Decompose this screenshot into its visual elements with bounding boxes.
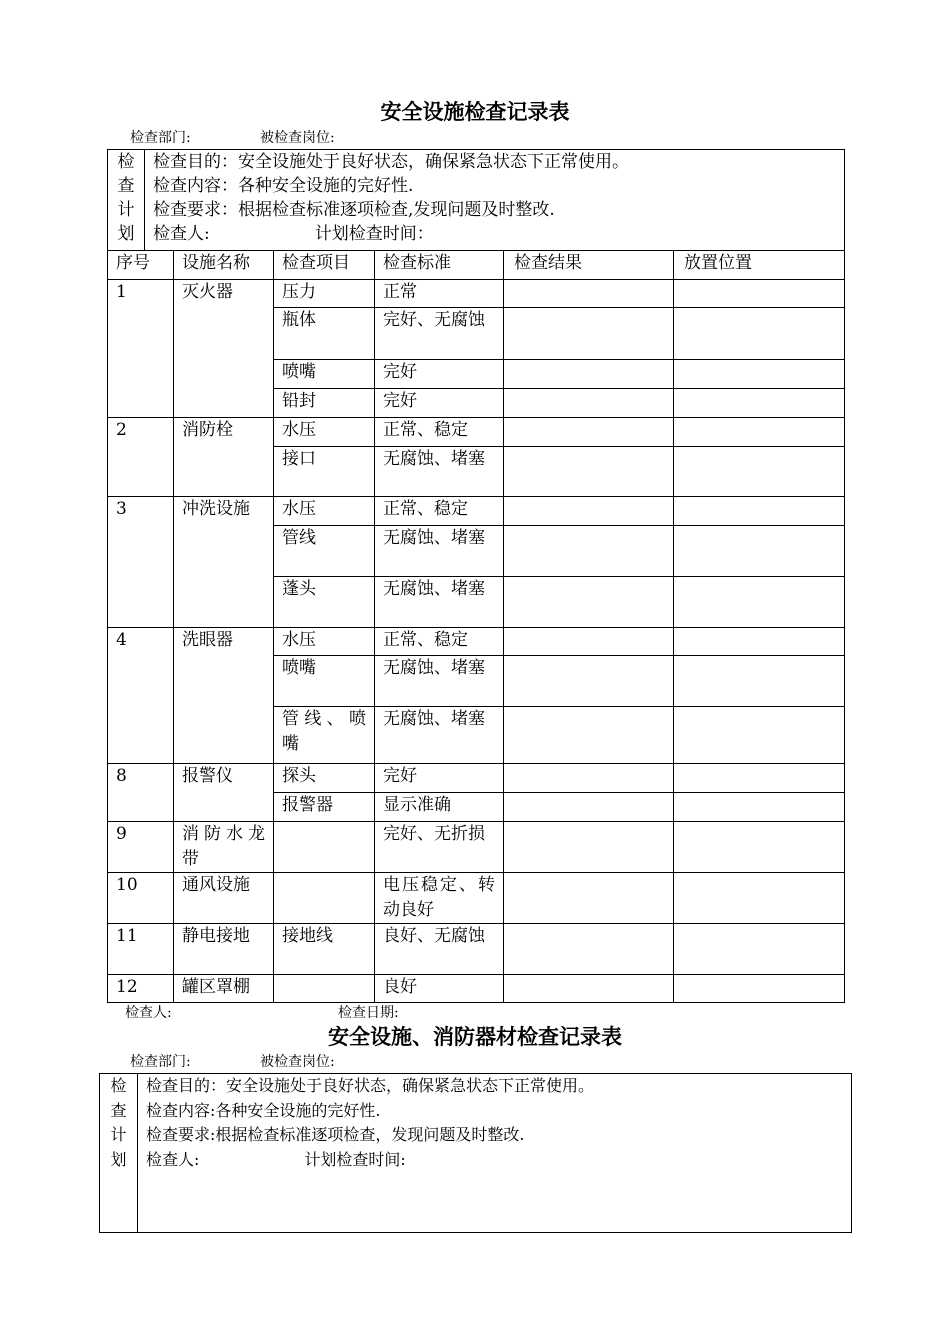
cell-location[interactable] xyxy=(674,418,845,447)
header-location: 放置位置 xyxy=(674,251,845,280)
cell-check-standard: 正常 xyxy=(375,280,504,308)
cell-facility-name: 洗眼器 xyxy=(174,628,274,764)
doc1-plan-purpose: 检查目的：安全设施处于良好状态，确保紧急状态下正常使用。 xyxy=(153,152,629,172)
doc1-plan-requirement: 检查要求：根据检查标准逐项检查,发现问题及时整改. xyxy=(153,200,555,220)
cell-check-standard: 显示准确 xyxy=(375,793,504,822)
cell-check-standard: 电压稳定、转动良好 xyxy=(375,873,504,924)
cell-number: 9 xyxy=(108,822,174,873)
cell-facility-name: 通风设施 xyxy=(174,873,274,924)
cell-check-standard: 完好 xyxy=(375,764,504,793)
doc1-dept-label: 检查部门: xyxy=(130,130,191,146)
doc2-plan-requirement: 检查要求:根据检查标准逐项检查，发现问题及时整改. xyxy=(146,1125,525,1144)
doc1-footer-date: 检查日期: xyxy=(338,1005,399,1021)
doc2-plan-purpose: 检查目的：安全设施处于良好状态，确保紧急状态下正常使用。 xyxy=(146,1076,595,1095)
doc1-post-label: 被检查岗位: xyxy=(260,130,335,146)
cell-check-standard: 完好、无腐蚀 xyxy=(375,308,504,360)
cell-number: 12 xyxy=(108,975,174,1003)
header-result: 检查结果 xyxy=(504,251,674,280)
cell-location[interactable] xyxy=(674,764,845,793)
header-item: 检查项目 xyxy=(274,251,375,280)
doc1-plan-inspector: 检查人: xyxy=(153,224,210,244)
cell-check-result[interactable] xyxy=(504,280,674,308)
cell-location[interactable] xyxy=(674,628,845,656)
cell-facility-name: 罐区罩棚 xyxy=(174,975,274,1003)
cell-location[interactable] xyxy=(674,873,845,924)
cell-check-result[interactable] xyxy=(504,360,674,389)
cell-check-item: 蓬头 xyxy=(274,577,375,628)
cell-check-item: 瓶体 xyxy=(274,308,375,360)
doc1-plan-time: 计划检查时间： xyxy=(314,224,434,244)
cell-check-standard: 无腐蚀、堵塞 xyxy=(375,656,504,707)
cell-number: 11 xyxy=(108,924,174,975)
doc2-post-label: 被检查岗位: xyxy=(260,1054,335,1070)
cell-check-item: 水压 xyxy=(274,628,375,656)
cell-check-standard: 正常、稳定 xyxy=(375,418,504,447)
doc2-title: 安全设施、消防器材检查记录表 xyxy=(328,1024,622,1049)
cell-check-result[interactable] xyxy=(504,447,674,497)
doc2-dept-label: 检查部门: xyxy=(130,1054,191,1070)
cell-check-item: 喷嘴 xyxy=(274,360,375,389)
doc1-header-row xyxy=(108,251,845,280)
cell-check-result[interactable] xyxy=(504,975,674,1003)
table-row xyxy=(108,873,845,924)
cell-check-item: 水压 xyxy=(274,418,375,447)
cell-check-result[interactable] xyxy=(504,628,674,656)
cell-check-item: 接地线 xyxy=(274,924,375,975)
cell-facility-name: 报警仪 xyxy=(174,764,274,822)
table-row xyxy=(108,497,845,526)
cell-check-result[interactable] xyxy=(504,497,674,526)
cell-number: 4 xyxy=(108,628,174,764)
cell-check-result[interactable] xyxy=(504,577,674,628)
cell-location[interactable] xyxy=(674,793,845,822)
table-row xyxy=(108,628,845,656)
cell-check-result[interactable] xyxy=(504,308,674,360)
cell-facility-name: 静电接地 xyxy=(174,924,274,975)
cell-check-standard: 无腐蚀、堵塞 xyxy=(375,577,504,628)
table-row xyxy=(108,764,845,793)
cell-check-result[interactable] xyxy=(504,389,674,418)
cell-check-standard: 正常、稳定 xyxy=(375,497,504,526)
doc2-plan-content-line: 检查内容:各种安全设施的完好性. xyxy=(146,1100,381,1120)
doc2-plan-table xyxy=(99,1073,852,1233)
cell-check-result[interactable] xyxy=(504,873,674,924)
cell-check-item xyxy=(274,873,375,924)
cell-check-standard: 无腐蚀、堵塞 xyxy=(375,707,504,764)
cell-number: 10 xyxy=(108,873,174,924)
cell-location[interactable] xyxy=(674,577,845,628)
cell-check-item: 接口 xyxy=(274,447,375,497)
doc1-title: 安全设施检查记录表 xyxy=(380,99,570,124)
cell-check-standard: 完好、无折损 xyxy=(375,822,504,873)
cell-check-standard: 完好 xyxy=(375,360,504,389)
cell-check-standard: 无腐蚀、堵塞 xyxy=(375,447,504,497)
cell-facility-name: 消防栓 xyxy=(174,418,274,497)
cell-location[interactable] xyxy=(674,707,845,764)
cell-check-result[interactable] xyxy=(504,924,674,975)
cell-check-result[interactable] xyxy=(504,822,674,873)
cell-check-result[interactable] xyxy=(504,418,674,447)
header-standard: 检查标准 xyxy=(375,251,504,280)
doc1-footer-inspector: 检查人: xyxy=(125,1005,172,1021)
doc1-inspection-table xyxy=(107,149,845,1003)
cell-check-standard: 无腐蚀、堵塞 xyxy=(375,526,504,577)
doc1-plan-content xyxy=(145,150,845,251)
cell-check-item: 喷嘴 xyxy=(274,656,375,707)
cell-facility-name: 消防水龙带 xyxy=(174,822,274,873)
cell-location[interactable] xyxy=(674,526,845,577)
table-row xyxy=(108,418,845,447)
cell-location[interactable] xyxy=(674,389,845,418)
cell-location[interactable] xyxy=(674,497,845,526)
cell-check-standard: 良好、无腐蚀 xyxy=(375,924,504,975)
cell-location[interactable] xyxy=(674,656,845,707)
cell-facility-name: 冲洗设施 xyxy=(174,497,274,628)
cell-check-result[interactable] xyxy=(504,707,674,764)
cell-number: 1 xyxy=(108,280,174,418)
cell-check-item: 报警器 xyxy=(274,793,375,822)
cell-check-result[interactable] xyxy=(504,764,674,793)
doc2-plan-time: 计划检查时间: xyxy=(304,1149,406,1169)
doc2-plan-content xyxy=(138,1074,852,1233)
table-row xyxy=(108,822,845,873)
cell-location[interactable] xyxy=(674,924,845,975)
cell-location[interactable] xyxy=(674,975,845,1003)
cell-location[interactable] xyxy=(674,280,845,308)
doc1-plan-side-label: 检 查 计 划 xyxy=(108,150,145,251)
doc2-plan-side-label: 检 查 计 划 xyxy=(100,1074,138,1233)
table-row xyxy=(108,975,845,1003)
cell-location[interactable] xyxy=(674,308,845,360)
doc1-plan-content-line: 检查内容：各种安全设施的完好性. xyxy=(153,176,414,196)
cell-check-result[interactable] xyxy=(504,793,674,822)
cell-check-item: 探头 xyxy=(274,764,375,793)
cell-check-standard: 完好 xyxy=(375,389,504,418)
cell-check-item: 水压 xyxy=(274,497,375,526)
header-no: 序号 xyxy=(108,251,174,280)
cell-check-standard: 正常、稳定 xyxy=(375,628,504,656)
cell-check-item: 压力 xyxy=(274,280,375,308)
cell-number: 3 xyxy=(108,497,174,628)
cell-check-item xyxy=(274,975,375,1003)
table-row xyxy=(108,924,845,975)
cell-check-item xyxy=(274,822,375,873)
cell-location[interactable] xyxy=(674,447,845,497)
cell-check-item: 铅封 xyxy=(274,389,375,418)
cell-facility-name: 灭火器 xyxy=(174,280,274,418)
cell-check-result[interactable] xyxy=(504,526,674,577)
header-name: 设施名称 xyxy=(174,251,274,280)
cell-check-item: 管线、喷嘴 xyxy=(274,707,375,764)
cell-number: 2 xyxy=(108,418,174,497)
cell-number: 8 xyxy=(108,764,174,822)
doc2-plan-inspector: 检查人: xyxy=(146,1149,200,1169)
cell-location[interactable] xyxy=(674,360,845,389)
cell-check-result[interactable] xyxy=(504,656,674,707)
cell-check-item: 管线 xyxy=(274,526,375,577)
cell-location[interactable] xyxy=(674,822,845,873)
table-row xyxy=(108,280,845,308)
cell-check-standard: 良好 xyxy=(375,975,504,1003)
